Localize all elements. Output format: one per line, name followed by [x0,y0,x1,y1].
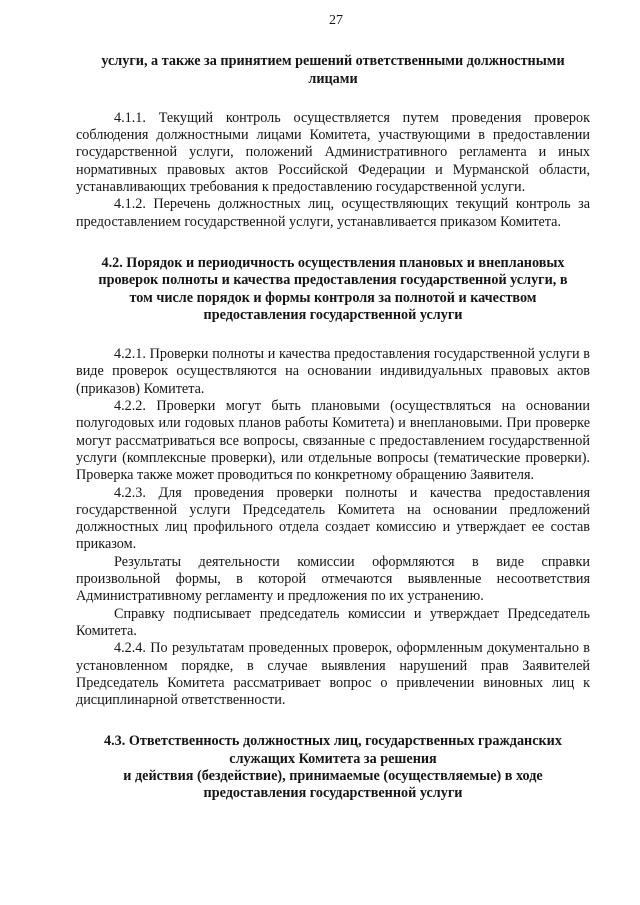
intro-heading [76,53,590,88]
section-heading-line: 4.2. Порядок и периодичность осуществления плановых и внеплановых [101,254,565,271]
section-heading-line: том числе порядок и формы контроля за полнотой и качеством [129,289,537,306]
section-heading-line: служащих Комитета за решения [229,750,437,767]
page-number: 27 [329,13,343,28]
section-heading-line: предоставления государственной услуги [203,306,463,323]
section-heading-4-2 [76,255,590,324]
paragraph-commission-results: Результаты деятельности комиссии оформляются в виде справки произвольной формы, в которой отмечаются выявленные несоответствия Административному регламенту и предложения по их устранению. [76,553,590,605]
intro-heading-line: услуги, а также за принятием решений ответственными должностными [101,53,565,70]
paragraph-report-signing: Справку подписывает председатель комиссии и утверждает Председатель Комитета. [76,605,590,639]
section-heading-line: и действия (бездействие), принимаемые (осуществляемые) в ходе [123,767,543,784]
intro-heading-line: лицами [308,70,358,87]
paragraph-4-1-1: 4.1.1. Текущий контроль осуществляется путем проведения проверок соблюдения должностными лицами Комитета, участвующими в предоставлении государственной услуги, положений Административного регламента и иных нормативных правовых актов Российской Федерации и Мурманской области, устанавливающих требования к предоставлению государственной услуги. [76,109,590,196]
section-heading-4-3 [76,733,590,802]
section-heading-line: проверок полноты и качества предоставления государственной услуги, в [98,272,568,289]
paragraph-4-2-2: 4.2.2. Проверки могут быть плановыми (осуществляться на основании полугодовых или годовых планов работы Комитета) и внеплановыми. При проверке могут рассматриваться все вопросы, связанные с предоставлением государственной услуги (комплексные проверки), или отдельные вопросы (тематические проверки). Проверка также может проводиться по конкретному обращению Заявителя. [76,398,590,484]
paragraph-4-2-3: 4.2.3. Для проведения проверки полноты и качества предоставления государственной услуги Председатель Комитета на основании предложений должностных лиц профильного отдела создает комиссию и утверждает ее состав приказом. [76,484,590,553]
paragraph-4-2-4: 4.2.4. По результатам проведенных проверок, оформленным документально в установленном порядке, в случае выявления нарушений прав Заявителей Председатель Комитета рассматривает вопрос о привлечении виновных лиц к дисциплинарной ответственности. [76,640,590,709]
paragraph-4-2-1: 4.2.1. Проверки полноты и качества предоставления государственной услуги в виде проверок осуществляются на основании индивидуальных правовых актов (приказов) Комитета. [76,346,590,397]
section-heading-line: 4.3. Ответственность должностных лиц, государственных гражданских [104,733,562,750]
paragraph-4-1-2: 4.1.2. Перечень должностных лиц, осуществляющих текущий контроль за предоставлением государственной услуги, устанавливается приказом Комитета. [76,196,590,230]
section-heading-line: предоставления государственной услуги [203,785,463,802]
